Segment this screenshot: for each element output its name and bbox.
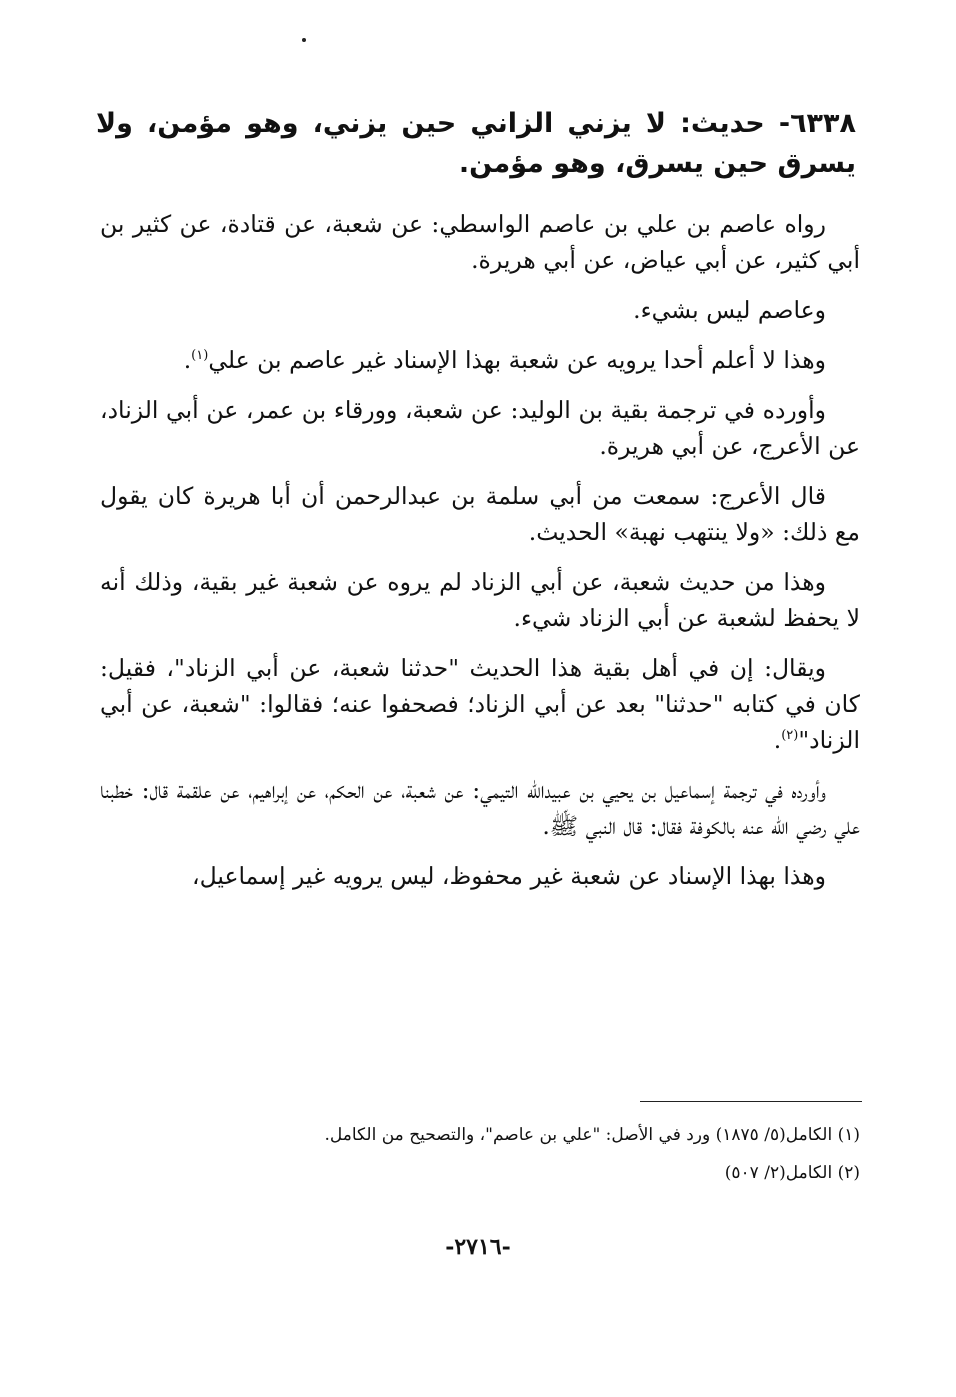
paragraph (100, 564, 860, 636)
paragraph-text: وهذا بهذا الإسناد عن شعبة غير محفوظ، ليس يرويه غير إسماعيل، (192, 862, 826, 890)
paragraph-text: رواه عاصم بن علي بن عاصم الواسطي: عن شعبة، عن قتادة، عن كثير بن أبي كثير، عن أبي عياض، عن أبي هريرة. (100, 210, 860, 274)
document-body (100, 206, 860, 908)
footnote-2: (٢) الكامل(٢/ ٥٠٧) (724, 1163, 860, 1183)
footnotes (100, 1122, 860, 1198)
paragraph-tail: . (183, 346, 192, 374)
hadith-title: حديث: لا يزني الزاني حين يزني، وهو مؤمن، ولا يسرق حين يسرق، وهو مؤمن. (96, 108, 856, 179)
paragraph-text: وأورده في ترجمة بقية بن الوليد: عن شعبة، وورقاء بن عمر، عن أبي الزناد، عن الأعرج، عن أبي هريرة. (100, 396, 860, 460)
paragraph-text: وهذا من حديث شعبة، عن أبي الزناد لم يروه عن شعبة غير بقية، وذلك أنه لا يحفظ لشعبة عن أبي الزناد شيء. (100, 568, 860, 632)
paragraph (100, 772, 860, 844)
footnote-ref: (١) (191, 348, 209, 364)
paragraph-tail: . (773, 726, 782, 754)
paragraph (100, 858, 860, 894)
paragraph-text: ويقال: إن في أهل بقية هذا الحديث "حدثنا شعبة، عن أبي الزناد"، فقيل: كان في كتابه "حدثنا" بعد عن أبي الزناد؛ فصحفوا عنه؛ فقالوا: "شعبة، عن أبي الزناد" (100, 654, 860, 754)
paragraph (100, 392, 860, 464)
hadith-heading (96, 104, 856, 184)
paragraph-text: وأورده في ترجمة إسماعيل بن يحيي بن عبيدالله التيمي: عن شعبة، عن الحكم، عن إبراهيم، عن علقمة قال: خطبنا علي رضي الله عنه بالكوفة فقال: قال النبي ﷺ. (100, 776, 860, 840)
page-number: -٢٧١٦- (445, 1234, 511, 1260)
paragraph (100, 342, 860, 378)
paragraph (100, 292, 860, 328)
paragraph (100, 478, 860, 550)
hadith-number: ٦٣٣٨- (778, 108, 856, 139)
paragraph-text: وعاصم ليس بشيء. (633, 296, 826, 324)
footnote-1: (١) الكامل(٥/ ١٨٧٥) ورد في الأصل: "علي بن عاصم"، والتصحيح من الكامل. (324, 1125, 860, 1145)
paragraph-text: وهذا لا أعلم أحدا يرويه عن شعبة بهذا الإسناد غير عاصم بن علي (208, 346, 826, 374)
footnote-divider (640, 1101, 862, 1102)
footnote-ref: (٢) (781, 728, 799, 744)
paragraph (100, 650, 860, 758)
ink-dot (302, 38, 306, 42)
paragraph (100, 206, 860, 278)
paragraph-text: قال الأعرج: سمعت من أبي سلمة بن عبدالرحمن أن أبا هريرة كان يقول مع ذلك: «ولا ينتهب نهبة» الحديث. (100, 482, 860, 546)
